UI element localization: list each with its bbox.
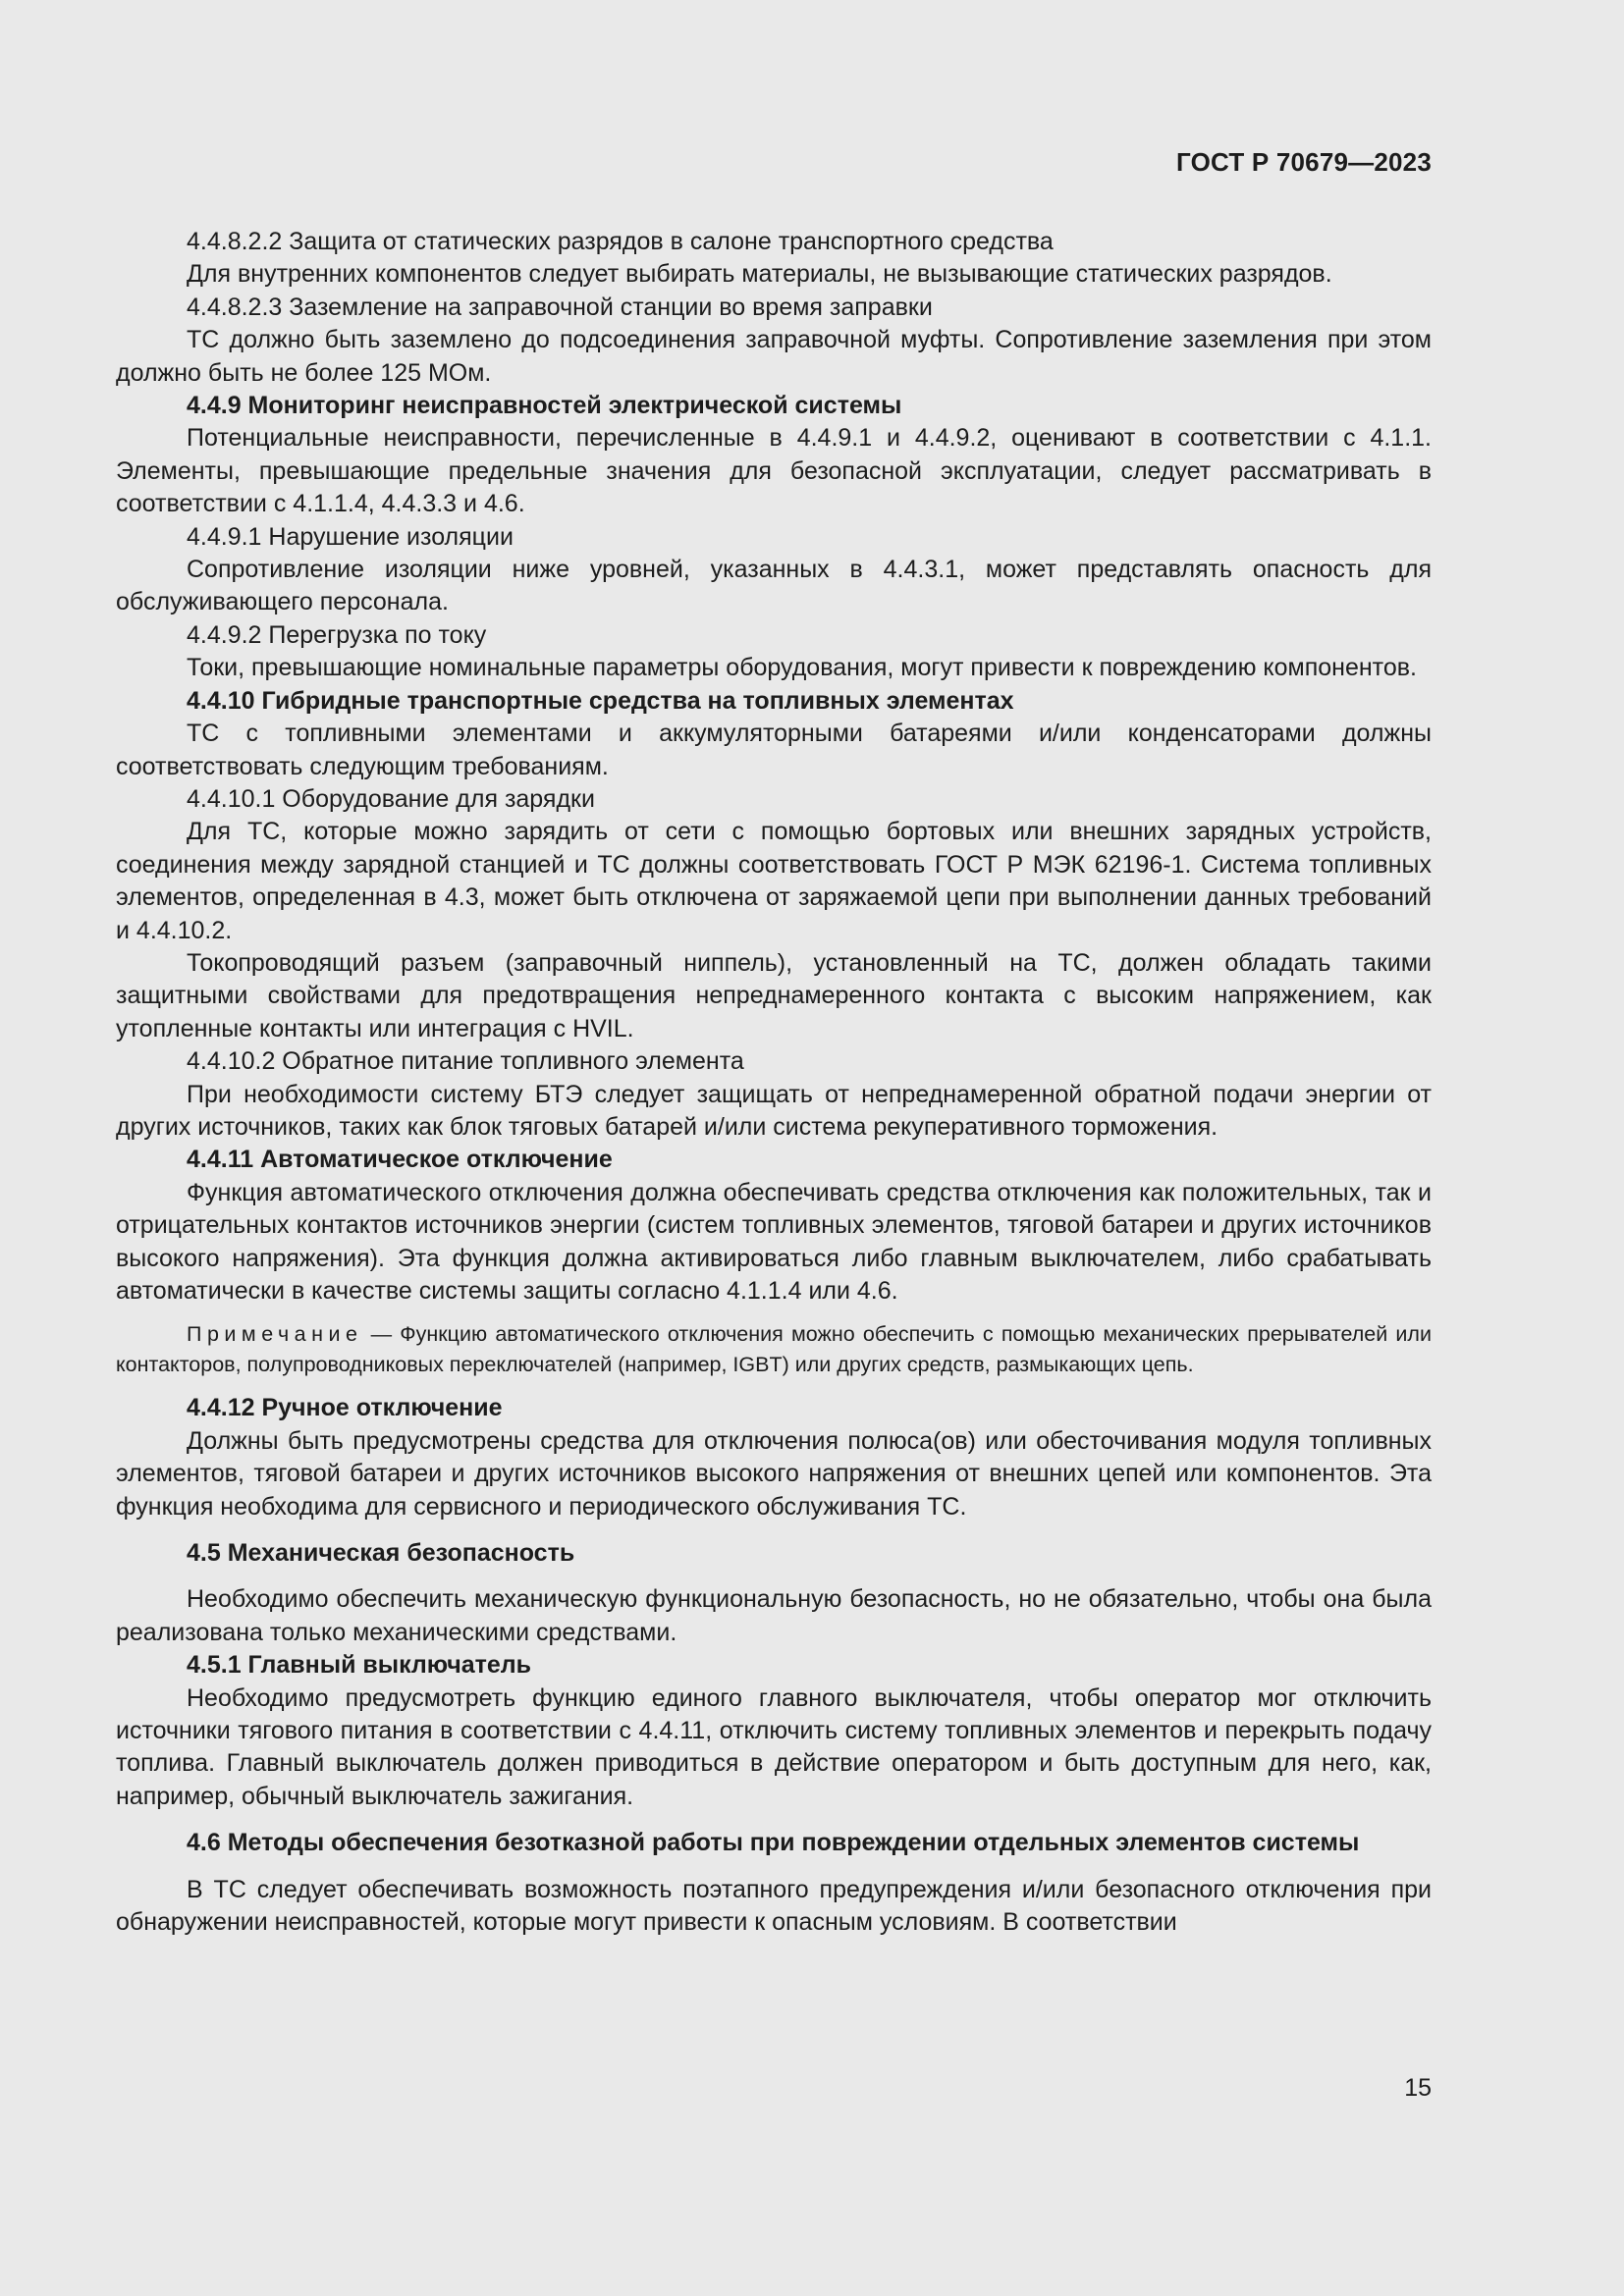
paragraph: ТС должно быть заземлено до подсоединения заправочной муфты. Сопротивление заземления при этом должно быть не более 125 МОм.	[116, 326, 1432, 387]
document-body	[116, 226, 1432, 1940]
paragraph: Функция автоматического отключения должна обеспечивать средства отключения как положительных, так и отрицательных контактов источников энергии (систем топливных элементов, тяговой батареи и других источников высокого напряжения). Эта функция должна активироваться либо главным выключателем, либо срабатывать автоматически в качестве системы защиты согласно 4.1.1.4 или 4.6.	[116, 1178, 1432, 1305]
paragraph: Необходимо обеспечить механическую функциональную безопасность, но не обязательно, чтобы она была реализована только механическими средствами.	[116, 1585, 1432, 1646]
paragraph: Токопроводящий разъем (заправочный ниппель), установленный на ТС, должен обладать такими защитными свойствами для предотвращения непреднамеренного контакта с высоким напряжением, как утопленные контакты или интеграция с HVIL.	[116, 948, 1432, 1042]
paragraph: При необходимости систему БТЭ следует защищать от непреднамеренной обратной подачи энергии от других источников, таких как блок тяговых батарей и/или система рекуперативного торможения.	[116, 1080, 1432, 1141]
clause-title-4-4-8-2-2: 4.4.8.2.2 Защита от статических разрядов в салоне транспортного средства	[187, 228, 1054, 255]
document-code-header: ГОСТ Р 70679—2023	[1176, 147, 1432, 177]
paragraph: Необходимо предусмотреть функцию единого главного выключателя, чтобы оператор мог отключить источники тягового питания в соответствии с 4.4.11, отключить систему топливных элементов и перекрыть подачу топлива. Главный выключатель должен приводиться в действие оператором и быть доступным для него, как, например, обычный выключатель зажигания.	[116, 1683, 1432, 1810]
note	[116, 1319, 1432, 1380]
paragraph: Для внутренних компонентов следует выбирать материалы, не вызывающие статических разрядов.	[187, 260, 1332, 289]
paragraph: Потенциальные неисправности, перечисленные в 4.4.9.1 и 4.4.9.2, оценивают в соответствии с 4.1.1. Элементы, превышающие предельные значения для безопасной эксплуатации, следует рассматривать в соответствии с 4.1.1.4, 4.4.3.3 и 4.6.	[116, 424, 1432, 518]
clause-title-4-4-9-1: 4.4.9.1 Нарушение изоляции	[187, 522, 514, 551]
section-heading-4-4-11: 4.4.11 Автоматическое отключение	[187, 1146, 613, 1174]
paragraph: Сопротивление изоляции ниже уровней, указанных в 4.4.3.1, может представлять опасность для обслуживающего персонала.	[116, 556, 1432, 616]
paragraph: Для ТС, которые можно зарядить от сети с помощью бортовых или внешних зарядных устройств, соединения между зарядной станцией и ТС должны соответствовать ГОСТ Р МЭК 62196-1. Система топливных элементов, определенная в 4.3, может быть отключена от заряжаемой цепи при выполнении данных требований и 4.4.10.2.	[116, 818, 1432, 944]
clause-title-4-4-10-2: 4.4.10.2 Обратное питание топливного элемента	[187, 1047, 744, 1076]
section-heading-4-5-1: 4.5.1 Главный выключатель	[187, 1651, 532, 1680]
paragraph: В ТС следует обеспечивать возможность поэтапного предупреждения и/или безопасного отключения при обнаружении неисправностей, которые могут привести к опасным условиям. В соответствии	[116, 1875, 1432, 1937]
note-label: Примечание	[187, 1322, 363, 1347]
clause-title-4-4-8-2-3: 4.4.8.2.3 Заземление на заправочной станции во время заправки	[187, 293, 933, 321]
paragraph: Должны быть предусмотрены средства для отключения полюса(ов) или обесточивания модуля топливных элементов, тяговой батареи и других источников высокого напряжения от внешних цепей или компонентов. Эта функция необходима для сервисного и периодического обслуживания ТС.	[116, 1426, 1432, 1521]
section-heading-4-4-12: 4.4.12 Ручное отключение	[187, 1394, 503, 1422]
paragraph: ТС с топливными элементами и аккумуляторными батареями и/или конденсаторами должны соответствовать следующим требованиям.	[116, 720, 1432, 780]
section-heading-4-6: 4.6 Методы обеспечения безотказной работы при повреждении отдельных элементов системы	[187, 1829, 1360, 1857]
page-number: 15	[1404, 2074, 1432, 2102]
section-heading-4-5: 4.5 Механическая безопасность	[187, 1539, 575, 1568]
paragraph: Токи, превышающие номинальные параметры оборудования, могут привести к повреждению компонентов.	[187, 654, 1417, 682]
clause-title-4-4-10-1: 4.4.10.1 Оборудование для зарядки	[187, 784, 595, 813]
note-text: — Функцию автоматического отключения можно обеспечить с помощью механических прерывателей или контакторов, полупроводниковых переключателей (например, IGBT) или других средств, размыкающих цепь.	[116, 1322, 1432, 1377]
clause-title-4-4-9-2: 4.4.9.2 Перегрузка по току	[187, 620, 487, 649]
section-heading-4-4-9: 4.4.9 Мониторинг неисправностей электрической системы	[187, 392, 902, 420]
section-heading-4-4-10: 4.4.10 Гибридные транспортные средства на топливных элементах	[187, 686, 1014, 715]
